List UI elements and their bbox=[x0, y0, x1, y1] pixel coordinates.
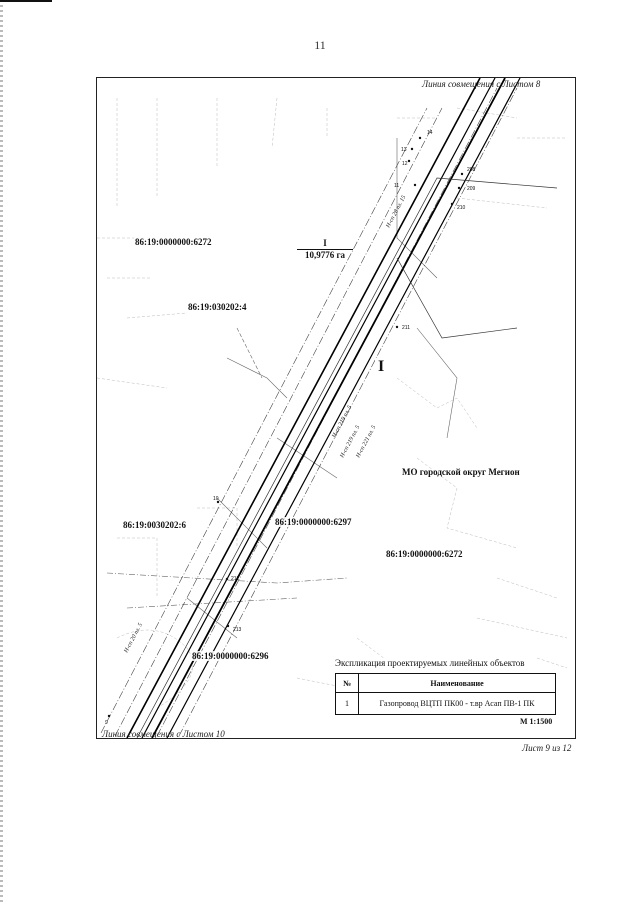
parcel-label-6297: 86:19:0000000:6297 bbox=[275, 517, 352, 527]
parcel-boundaries bbox=[107, 138, 457, 638]
point-label-9: 9 bbox=[105, 720, 108, 726]
legend-header-row bbox=[336, 674, 556, 693]
point-label-212: 212 bbox=[231, 576, 240, 582]
point-label-13: 13 bbox=[401, 147, 407, 153]
match-line-top: Линия совмещения с Листом 8 bbox=[422, 79, 541, 89]
line-annotations bbox=[123, 195, 407, 655]
map-drawing bbox=[97, 78, 576, 739]
municipality-label: МО городской округ Мегион bbox=[402, 467, 520, 477]
parcel-label-6296: 86:19:0000000:6296 bbox=[192, 651, 269, 661]
line-label-right: Н-сп 221 пл. 5 bbox=[355, 424, 378, 459]
scale-label: М 1:1500 bbox=[520, 717, 553, 726]
parcel-label-030202-4: 86:19:030202:4 bbox=[188, 302, 247, 312]
legend-title: Экспликация проектируемых линейных объектов bbox=[335, 658, 525, 668]
legend-table bbox=[335, 673, 556, 715]
map-frame bbox=[96, 77, 576, 739]
point-label-12: 12 bbox=[402, 161, 408, 167]
point-label-11: 11 bbox=[394, 183, 400, 189]
zone-label: I bbox=[375, 358, 387, 376]
area-value: 10,9776 га bbox=[304, 250, 346, 260]
point-label-210: 210 bbox=[457, 205, 466, 211]
legend-row-name: Газопровод ВЦТП ПК00 - т.вр Асап ПВ-1 ПК bbox=[359, 693, 556, 715]
area-callout bbox=[297, 238, 353, 260]
point-label-14: 14 bbox=[427, 130, 433, 136]
point-label-10: 10 bbox=[213, 496, 219, 502]
page-number: 11 bbox=[314, 38, 326, 52]
scan-edge bbox=[0, 0, 3, 905]
point-label-208: 208 bbox=[467, 167, 476, 173]
corridor-boundaries bbox=[101, 88, 517, 736]
pipelines bbox=[127, 78, 520, 738]
point-markers bbox=[108, 137, 463, 717]
line-label-top: Н-сп 28 пл. 15 bbox=[385, 194, 408, 229]
area-zone-number: I bbox=[297, 238, 353, 250]
parcel-label-6272-bottom: 86:19:0000000:6272 bbox=[386, 549, 463, 559]
scan-top-mark bbox=[0, 0, 52, 2]
legend-row bbox=[336, 693, 556, 715]
point-label-213: 213 bbox=[233, 627, 242, 633]
line-label-bottom: Н-сп 20 пл. 5 bbox=[123, 622, 145, 654]
line-label-mid-1: Н-сп 219 пл. 5 bbox=[331, 404, 354, 439]
line-label-mid-2: Н-сп 219 пл. 5 bbox=[339, 424, 362, 459]
sheet-label: Лист 9 из 12 bbox=[522, 743, 572, 753]
point-label-209: 209 bbox=[467, 186, 476, 192]
point-label-211: 211 bbox=[402, 325, 410, 331]
match-line-bottom: Линия совмещения с Листом 10 bbox=[102, 729, 225, 739]
parcel-label-6272-top: 86:19:0000000:6272 bbox=[135, 237, 212, 247]
legend-header-num: № bbox=[336, 674, 359, 693]
parcel-label-0030202-6: 86:19:0030202:6 bbox=[123, 520, 186, 530]
legend-header-name: Наименование bbox=[359, 674, 556, 693]
legend-row-num: 1 bbox=[336, 693, 359, 715]
